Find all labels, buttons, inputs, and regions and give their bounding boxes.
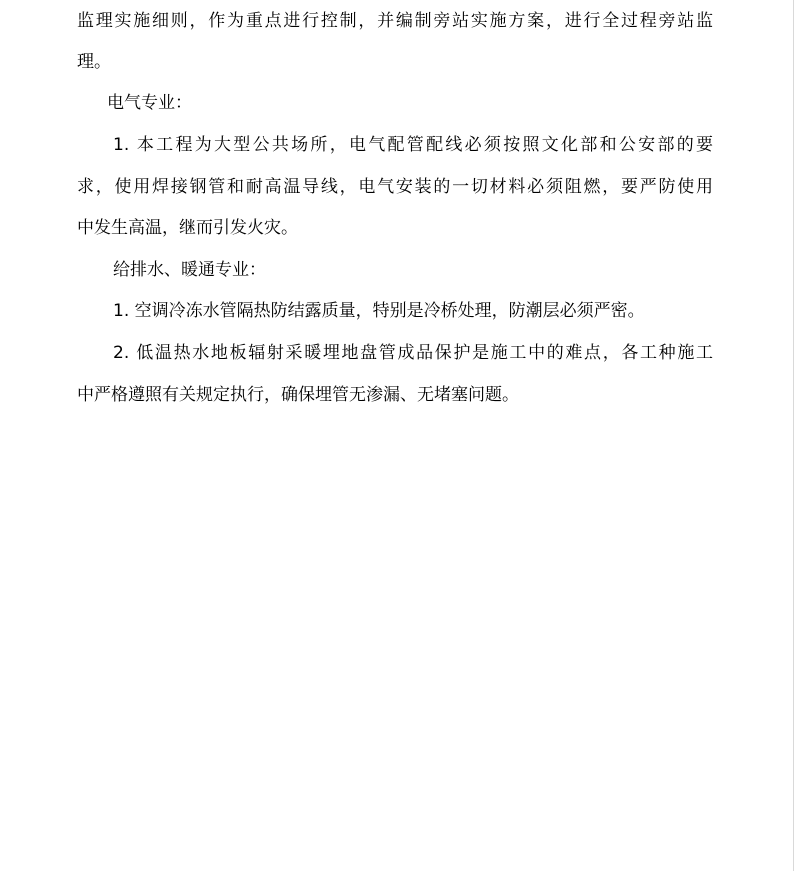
text-line: 理。 — [77, 52, 111, 72]
text-line: 中严格遵照有关规定执行，确保埋管无渗漏、无堵塞问题。 — [77, 385, 519, 405]
text-line: 监理实施细则，作为重点进行控制，并编制旁站实施方案，进行全过程旁站监 — [77, 11, 713, 31]
list-item: 1. 空调冷冻水管隔热防结露质量，特别是冷桥处理，防潮层必须严密。 — [113, 301, 645, 321]
section-heading-plumbing-hvac: 给排水、暖通专业： — [113, 260, 266, 280]
list-item: 1. 本工程为大型公共场所，电气配管配线必须按照文化部和公安部的要 — [113, 135, 713, 155]
text-line: 求，使用焊接钢管和耐高温导线，电气安装的一切材料必须阻燃，要严防使用 — [77, 177, 713, 197]
text-line: 中发生高温，继而引发火灾。 — [77, 218, 298, 238]
list-item: 2. 低温热水地板辐射采暖埋地盘管成品保护是施工中的难点，各工种施工 — [113, 343, 713, 363]
section-heading-electrical: 电气专业： — [107, 93, 192, 113]
